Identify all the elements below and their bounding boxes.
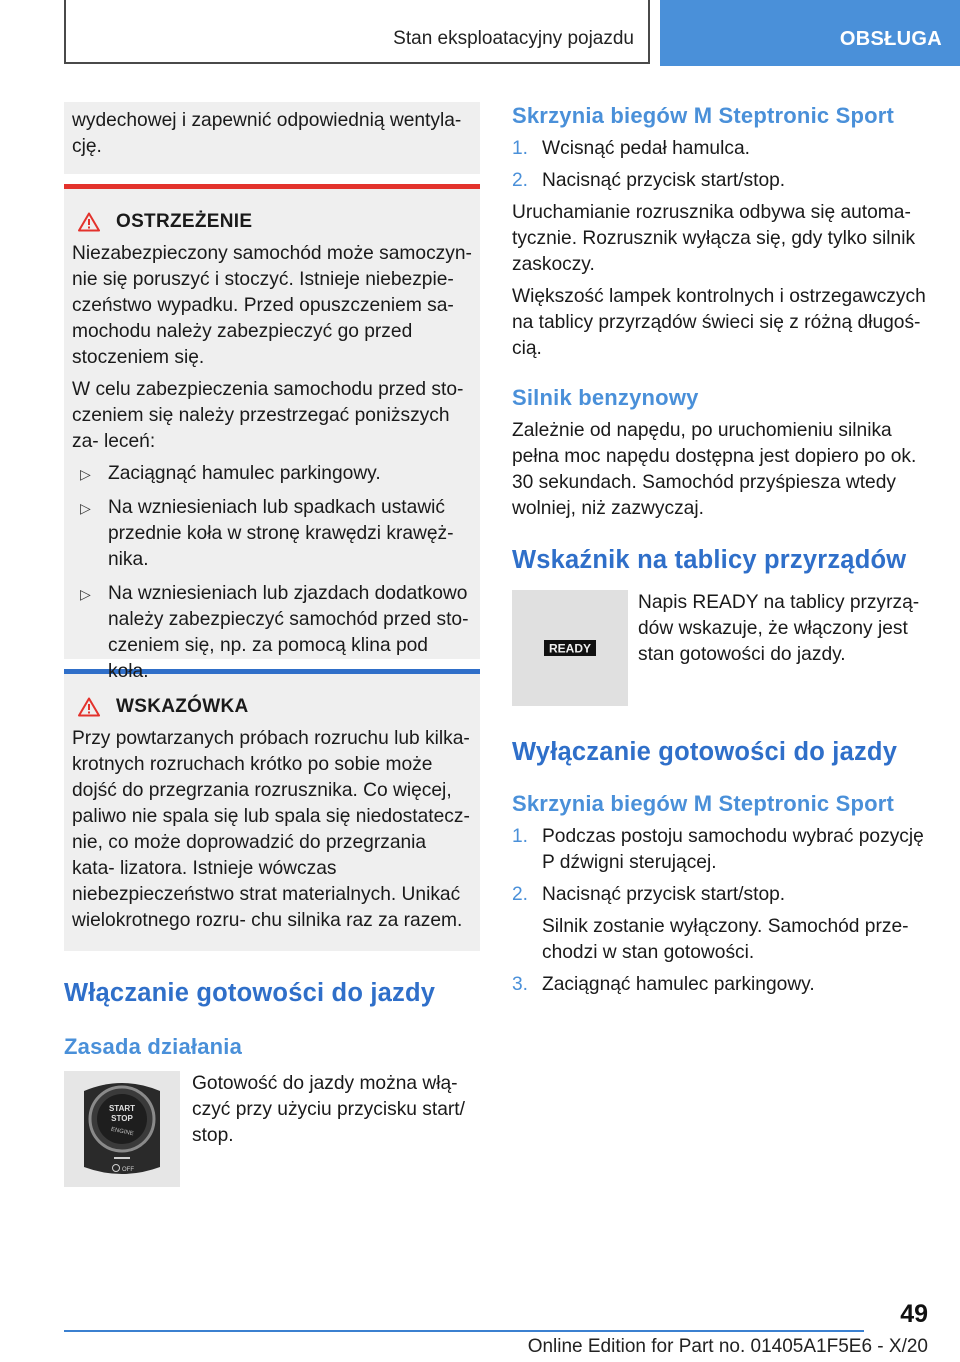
list-item: 1. Podczas postoju samochodu wybrać pozycję P dźwigni sterującej. xyxy=(512,826,924,873)
section-heading-indicator: Wskaźnik na tablicy przyrządów xyxy=(512,546,907,574)
warning-triangle-icon xyxy=(78,212,100,232)
header-chapter-tab xyxy=(660,0,960,66)
warning-bullet-list xyxy=(72,461,472,685)
petrol-engine-text: Zależnie od napędu, po uruchomieniu silnika pełna moc napędu dostępna jest dopiero po ok. 30 sekundach. Samochód przyśpiesza wtedy wolniej, niż zazwyczaj. xyxy=(512,420,917,519)
warning-box xyxy=(64,184,480,682)
warning-paragraph-2: W celu zabezpieczenia samochodu przed sto- czeniem się należy przestrzegać poniższych za- leceń: xyxy=(72,379,464,452)
warning-title: OSTRZEŻENIE xyxy=(116,211,253,232)
start-stop-button-image xyxy=(64,1071,180,1187)
bullet-triangle-icon: ▷ xyxy=(80,466,91,482)
page-header xyxy=(0,0,960,66)
engine-label: ENGINE xyxy=(110,1126,135,1138)
stop-label: STOP xyxy=(111,1114,133,1123)
section-heading-enable: Włączanie gotowości do jazdy xyxy=(64,979,436,1007)
continued-text: wydechowej i zapewnić odpowiednią wentyla- cję. xyxy=(72,110,462,157)
header-section-title: Stan eksploatacyjny pojazdu xyxy=(393,28,634,49)
indicator-lamps-paragraph: Większość lampek kontrolnych i ostrzegawczych na tablicy przyrządów świeci się z różną długoś- cią. xyxy=(512,286,926,359)
bullet-triangle-icon: ▷ xyxy=(80,500,91,516)
list-item: 2. Nacisnąć przycisk start/stop. xyxy=(512,170,786,191)
notice-title: WSKAZÓWKA xyxy=(116,696,249,717)
list-item: ▷ Zaciągnąć hamulec parkingowy. xyxy=(72,461,472,487)
notice-header xyxy=(72,694,472,720)
start-steps-list xyxy=(512,136,926,194)
list-item: ▷ Na wzniesieniach lub spadkach ustawić przednie koła w stronę krawędzi krawęż- nika. xyxy=(80,497,454,570)
warning-paragraph-1: Niezabezpieczony samochód może samoczyn- nie się poruszyć i stoczyć. Istnieje niebezpie- czeństwo wypadku. Przed opuszczeniem sa- mochodu należy zabezpieczyć go przed stoczeniem się. xyxy=(72,243,472,368)
section-heading-disable: Wyłączanie gotowości do jazdy xyxy=(512,738,898,766)
ready-label: READY xyxy=(548,641,592,656)
start-stop-figure-text: Gotowość do jazdy można włą- czyć przy użyciu przycisku start/ stop. xyxy=(192,1073,465,1146)
subsection-heading-steptronic-start: Skrzynia biegów M Steptronic Sport xyxy=(512,103,895,128)
notice-box xyxy=(64,669,480,951)
list-item: ▷ Na wzniesieniach lub zjazdach dodatkowo należy zabezpieczyć samochód przed sto- czeniem się, np. za pomocą klina pod koła. xyxy=(80,583,469,682)
start-info-text xyxy=(512,200,926,362)
starter-paragraph: Uruchamianie rozrusznika odbywa się automa- tycznie. Rozrusznik wyłącza się, gdy tylko silnik zaskoczy. xyxy=(512,202,916,275)
stop-steps-list xyxy=(512,824,926,998)
bullet-triangle-icon: ▷ xyxy=(80,586,91,602)
step-subtext: Silnik zostanie wyłączony. Samochód prze- chodzi w stan gotowości. xyxy=(542,916,909,963)
footer-edition: Online Edition for Part no. 01405A1F5E6 - X/20 xyxy=(527,1336,928,1357)
ready-figure-text: Napis READY na tablicy przyrzą- dów wskazuje, że włączony jest stan gotowości do jazdy. xyxy=(638,592,920,665)
right-column xyxy=(512,102,926,1004)
header-chapter-label: OBSŁUGA xyxy=(839,28,942,50)
start-stop-figure xyxy=(64,1071,480,1187)
subsection-heading-principle: Zasada działania xyxy=(64,1034,243,1059)
subsection-heading-petrol-engine: Silnik benzynowy xyxy=(512,385,699,410)
list-item: 1. Wcisnąć pedał hamulca. xyxy=(512,138,750,159)
subsection-heading-steptronic-stop: Skrzynia biegów M Steptronic Sport xyxy=(512,791,895,816)
list-item: 2. Nacisnąć przycisk start/stop. Silnik zostanie wyłączony. Samochód prze- chodzi w stan gotowości. xyxy=(512,882,926,966)
ready-figure xyxy=(512,590,926,706)
ready-indicator-image xyxy=(512,590,628,706)
warning-header xyxy=(72,209,472,235)
footer-divider xyxy=(64,1330,864,1332)
page-number: 49 xyxy=(900,1300,928,1328)
list-item: 3. Zaciągnąć hamulec parkingowy. xyxy=(512,974,815,995)
notice-triangle-icon xyxy=(78,697,100,717)
left-column xyxy=(64,102,480,1187)
off-label: OFF xyxy=(122,1167,134,1173)
continued-note xyxy=(64,102,480,174)
start-label: START xyxy=(108,1104,136,1113)
notice-paragraph: Przy powtarzanych próbach rozruchu lub kilka- krotnych rozruchach krótko po sobie może dojść do przegrzania rozrusznika. Co więcej, paliwo nie spala się lub spala się niedostatecz- nie, co może doprowadzić do przegrzania kata- lizatora. Istnieje wówczas niebezpieczeństwo strat materialnych. Unikać wielokrotnego rozru- chu silnika raz za razem. xyxy=(72,728,470,931)
